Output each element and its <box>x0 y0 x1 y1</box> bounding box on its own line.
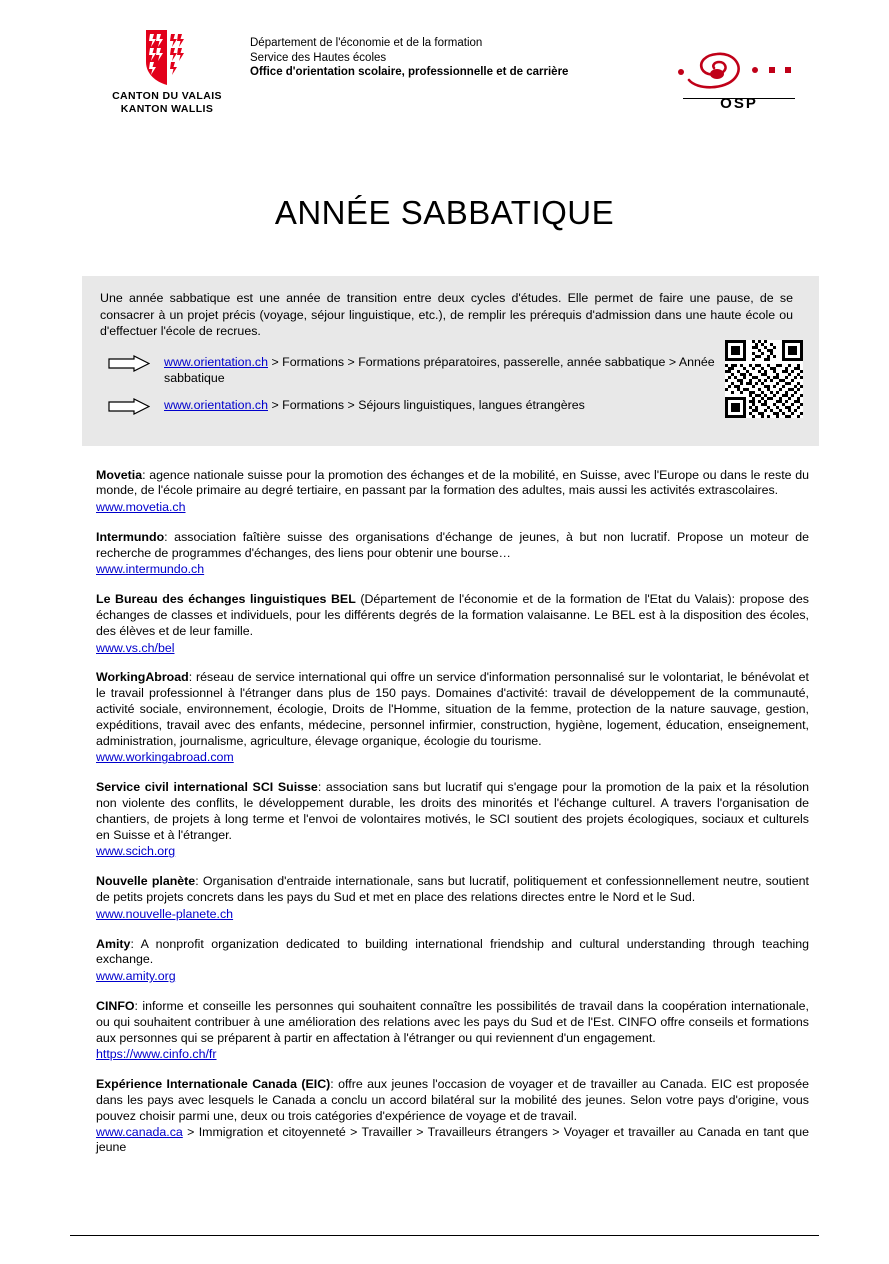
entry-url[interactable]: www.workingabroad.com <box>96 750 234 765</box>
entry-body: : informe et conseille les personnes qui souhaitent connaître les possibilités de travail dans la coopération internationale, ou qui souhaitent contribuer à une amélioration des relations avec les pays du Sud et de l'Est. CINFO offre conseils et formations aux personnes qui se préparent à partir en affectation à l'étranger ou qui reviennent d'un engagement. <box>96 999 809 1045</box>
intro-link-2-path: > Formations > Séjours linguistiques, langues étrangères <box>268 397 585 412</box>
list-item <box>96 937 809 985</box>
intro-link-row-1 <box>100 354 801 387</box>
entry-name: Amity <box>96 936 131 951</box>
entry-url[interactable]: www.movetia.ch <box>96 500 186 515</box>
entry-body: : offre aux jeunes l'occasion de voyager et de travailler au Canada. EIC est proposée dans les pays avec lesquels le Canada a conclu un accord bilatéral sur la mobilité des jeunes. Selon votre pays d'origine, vous pouvez choisir parmi une, deux ou trois catégories d'expérience de voyage et de travail. <box>96 1077 810 1123</box>
orientation-link-2[interactable]: www.orientation.ch <box>164 397 268 412</box>
list-item <box>96 530 809 578</box>
canton-valais-logo <box>112 28 222 116</box>
list-item <box>96 780 809 860</box>
entry-url[interactable]: www.canada.ca <box>96 1124 183 1139</box>
osp-mark-icon <box>669 44 809 96</box>
entry-body: : Organisation d'entraide internationale, sans but lucratif, politiquement et confessionnellement neutre, soutient de petits projets concrets dans les pays du Sud et met en place des relations directes entre le Nord et le Sud. <box>96 874 809 905</box>
list-item <box>96 874 809 922</box>
entry-name: WorkingAbroad <box>96 670 189 685</box>
entry-url[interactable]: https://www.cinfo.ch/fr <box>96 1047 217 1062</box>
osp-label: OSP <box>720 95 758 112</box>
entry-name: Service civil international SCI Suisse <box>96 780 318 795</box>
canton-label-de: KANTON WALLIS <box>120 103 214 115</box>
entry-name: Intermundo <box>96 529 165 544</box>
entry-name: Movetia <box>96 467 143 482</box>
entry-body: : association faîtière suisse des organisations d'échange de jeunes, à but non lucratif. Propose un moteur de recherche de programmes d'échanges, des liens pour obtenir une bourse… <box>96 529 809 560</box>
intro-paragraph: Une année sabbatique est une année de transition entre deux cycles d'études. Elle permet de faire une pause, de se consacrer à un projet précis (voyage, séjour linguistique, etc.), de remplir les prérequis d'admission dans une haute école ou d'effectuer l'école de recrues. <box>100 291 793 338</box>
entry-url[interactable]: www.amity.org <box>96 969 176 984</box>
department-line-2: Service des Hautes écoles <box>250 51 387 64</box>
canton-label-fr: CANTON DU VALAIS <box>112 90 222 102</box>
entry-url[interactable]: www.intermundo.ch <box>96 562 205 577</box>
entry-url-suffix: > Immigration et citoyenneté > Travailler > Travailleurs étrangers > Voyager et travailler au Canada en tant que jeune <box>96 1124 809 1155</box>
document-header <box>70 0 819 148</box>
department-line-1: Département de l'économie et de la formation <box>250 37 483 49</box>
arrow-right-icon <box>108 398 150 420</box>
valais-shield-icon <box>144 28 190 86</box>
orientation-link-1[interactable]: www.orientation.ch <box>164 354 268 369</box>
entry-body: : réseau de service international qui offre un service d'information personnalisé sur le volontariat, le bénévolat et le travail professionnel à l'étranger dans plus de 150 pays. Domaines d'activité: travail de développement de la communauté, activité sociale, environnement, écologie, Droits de l'Homme, situation de la femme, protection de la nature sauvage, gestion, expéditions, travail avec des enfants, médecine, personnel infirmier, construction, hygiène, logement, éducation, enseignement, administration, journalisme, agriculture, élevage organique, écologie du tourisme. <box>96 670 809 748</box>
list-item <box>96 670 809 766</box>
entry-name: Le Bureau des échanges linguistiques BEL <box>96 592 356 607</box>
intro-box <box>82 276 819 446</box>
entry-body: : agence nationale suisse pour la promotion des échanges et de la mobilité, en Suisse, avec l'Europe ou dans le reste du monde, de l'école primaire au degré tertiaire, en passant par la formation des adultes, mais aussi les activités extrascolaires. <box>96 467 809 498</box>
page-title: ANNÉE SABBATIQUE <box>274 194 615 231</box>
list-item <box>96 468 809 516</box>
entry-url[interactable]: www.nouvelle-planete.ch <box>96 906 234 921</box>
organisation-list <box>70 468 819 1157</box>
department-line-3: Office d'orientation scolaire, professionnelle et de carrière <box>250 66 569 78</box>
footer-divider <box>70 1235 819 1236</box>
list-item <box>96 999 809 1063</box>
entry-body: : association sans but lucratif qui s'engage pour la promotion de la paix et la résolution non violente des conflits, le développement durable, les droits des minorités et l'échange culturel. A travers l'organisation de chantiers, de projets à long terme et l'envoi de volontaires motivés, le SCI soutient des projets écologiques, sociaux et culturels en Suisse et à l'étranger. <box>96 780 809 842</box>
list-item <box>96 1077 809 1156</box>
entry-body: : A nonprofit organization dedicated to building international friendship and cultural understanding through teaching exchange. <box>96 936 809 967</box>
intro-link-1 <box>164 354 724 387</box>
entry-url[interactable]: www.vs.ch/bel <box>96 640 175 655</box>
entry-name: Nouvelle planète <box>96 874 196 889</box>
intro-link-2 <box>164 397 585 414</box>
intro-link-1-path: > Formations > Formations préparatoires, passerelle, année sabbatique > Année sabbatique <box>164 354 715 385</box>
canton-label <box>112 90 222 116</box>
osp-logo <box>669 44 809 112</box>
intro-link-row-2 <box>100 397 801 420</box>
entry-url[interactable]: www.scich.org <box>96 844 176 859</box>
arrow-right-icon <box>108 355 150 377</box>
entry-name: Expérience Internationale Canada (EIC) <box>96 1077 331 1092</box>
entry-body: (Département de l'économie et de la formation de l'Etat du Valais): propose des échanges de classes et individuels, pour les différents degrés de la formation valaisanne. Le BEL est à la disposition des écoles, des élèves et de leur famille. <box>96 592 809 638</box>
department-block <box>250 28 568 80</box>
entry-name: CINFO <box>96 999 135 1014</box>
list-item <box>96 592 809 656</box>
qr-code <box>725 340 803 418</box>
